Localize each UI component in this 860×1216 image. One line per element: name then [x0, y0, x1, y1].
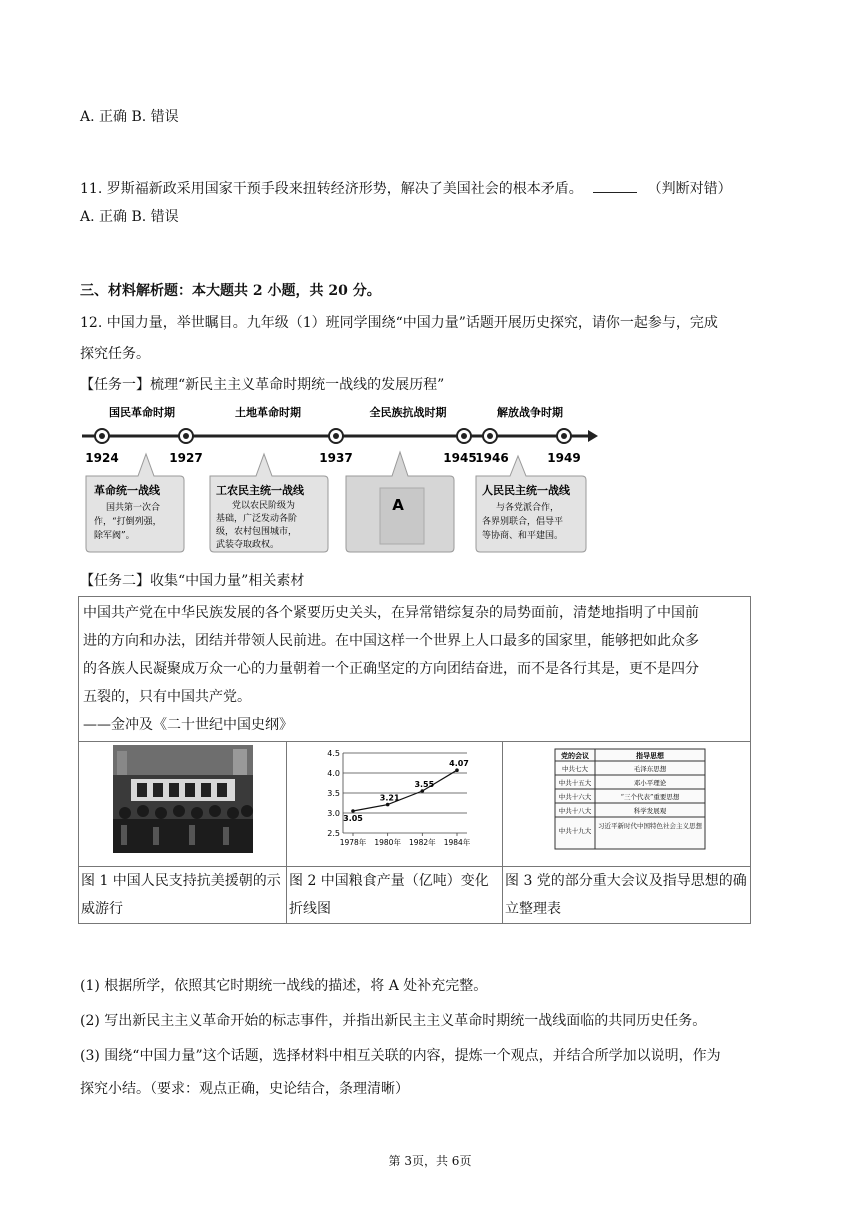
page-footer: 第 3页，共 6页: [388, 1154, 472, 1168]
q11-suffix: （判断对错）: [647, 181, 732, 197]
fig3-row1-thought: 毛泽东思想: [633, 765, 666, 773]
grain-data-point: [455, 768, 459, 772]
box1-line2: 作，“打倒列强，: [94, 517, 162, 527]
box1-line3: 除军阀”。: [94, 531, 135, 541]
q11-text: 11. 罗斯福新政采用国家干预手段来扭转经济形势，解决了美国社会的根本矛盾。: [80, 181, 583, 197]
fig3-row5-meeting: 中共十九大: [558, 827, 591, 835]
quote-source: ——金冲及《二十世纪中国史纲》: [83, 717, 293, 733]
grain-ytick-label: 3.0: [326, 809, 340, 818]
grain-data-point: [351, 809, 355, 813]
grain-data-label: 3.05: [342, 814, 363, 823]
fig3-header-thought: 指导思想: [635, 751, 664, 760]
quote-line-3: 的各族人民凝聚成万众一心的力量朝着一个正确坚定的方向团结奋进，而不是各行其是，更不是四分: [83, 661, 699, 677]
grain-data-label: 3.21: [379, 793, 400, 803]
front-box-4: [476, 456, 586, 552]
fig3-row4-thought: 科学发展观: [633, 807, 666, 815]
task2-heading: 【任务二】收集“中国力量”相关素材: [80, 573, 305, 589]
grain-data-point: [420, 789, 424, 793]
year-1945: 1945: [443, 451, 477, 465]
grain-ytick-label: 3.5: [326, 789, 340, 798]
box-a-label: A: [392, 496, 404, 514]
box2-title: 工农民主统一战线: [216, 484, 304, 497]
sub-question-1: (1) 根据所学，依照其它时期统一战线的描述，将 A 处补充完整。: [80, 978, 488, 994]
quote-line-2: 进的方向和办法，团结并带领人民前进。在中国这样一个世界上人口最多的国家里，能够把如此众多: [83, 633, 699, 649]
fig1-caption: 图 1 中国人民支持抗美援朝的示威游行: [79, 867, 287, 924]
box1-title: 革命统一战线: [94, 484, 160, 497]
grain-data-label: 3.55: [413, 780, 434, 789]
grain-xtick-label: 1980年: [373, 838, 401, 847]
quote-line-4: 五裂的，只有中国共产党。: [83, 689, 251, 705]
fig3-row3-meeting: 中共十六大: [558, 793, 591, 801]
fig3-header-meeting: 党的会议: [560, 751, 589, 760]
sub-question-2: (2) 写出新民主主义革命开始的标志事件，并指出新民主主义革命时期统一战线面临的共同历史任务。: [80, 1013, 707, 1029]
q12-intro-line2: 探究任务。: [80, 346, 150, 362]
fig2-grain-line-chart: [315, 745, 475, 853]
fig3-row5-thought-wrap: [597, 819, 703, 847]
fig3-row5-thought: 习近平新时代中国特色社会主义思想: [597, 822, 702, 830]
fig3-row1-meeting: 中共七大: [561, 765, 588, 773]
year-1927: 1927: [169, 451, 203, 465]
box4-line1: 与各党派合作，: [496, 503, 560, 513]
period-label-2: 土地革命时期: [235, 406, 301, 419]
fig3-row4-meeting: 中共十八大: [558, 807, 591, 815]
fig3-row2-meeting: 中共十五大: [558, 779, 591, 787]
fig3-cell: [503, 742, 751, 867]
grain-series-line: [353, 770, 457, 811]
fig3-caption: 图 3 党的部分重大会议及指导思想的确立整理表: [503, 867, 751, 924]
materials-table: [78, 596, 751, 924]
grain-xtick-label: 1984年: [443, 838, 470, 847]
box1-line1: 国共第一次合: [106, 503, 161, 513]
section3-title: 三、材料解析题：本大题共 2 小题，共 20 分。: [80, 283, 381, 299]
grain-data-point: [385, 803, 389, 807]
quote-line-1: 中国共产党在中华民族发展的各个紧要历史关头，在异常错综复杂的局势面前，清楚地指明了中国前: [83, 605, 699, 621]
grain-xtick-label: 1978年: [339, 838, 366, 847]
front-box-2: [210, 454, 328, 552]
box2-line2: 基础，广泛发动各阶: [216, 514, 298, 524]
q11-question: [80, 178, 732, 198]
fig1-protest-photo: [113, 745, 253, 853]
year-1937: 1937: [319, 451, 353, 465]
box4-line2: 各界别联合，倡导平: [482, 517, 564, 527]
fig2-cell: [287, 742, 503, 867]
fig3-row2-thought: 邓小平理论: [633, 779, 666, 787]
front-box-a: [346, 452, 454, 552]
grain-ytick-label: 4.5: [326, 749, 340, 758]
year-1924: 1924: [85, 451, 119, 465]
grain-data-label: 4.07: [448, 759, 469, 769]
q11-options: A. 正确 B. 错误: [80, 209, 179, 225]
period-label-4: 解放战争时期: [497, 406, 563, 419]
fig3-congress-table: [537, 745, 717, 853]
period-label-3: 全民族抗战时期: [369, 406, 447, 419]
front-box-1: [86, 454, 184, 552]
box2-line4: 武装夺取政权。: [216, 540, 280, 550]
grain-ytick-label: 2.5: [326, 829, 340, 838]
sub-question-3-line2: 探究小结。（要求：观点正确，史论结合，条理清晰）: [80, 1081, 409, 1097]
united-front-timeline: [80, 402, 600, 558]
timeline-arrow-icon: [588, 430, 598, 442]
grain-xtick-label: 1982年: [408, 838, 436, 847]
box4-line3: 等协商、和平建国。: [482, 531, 564, 541]
sub-question-3-line1: (3) 围绕“中国力量”这个话题，选择材料中相互关联的内容，提炼一个观点，并结合所学加以说明，作为: [80, 1048, 721, 1064]
fig1-cell: [79, 742, 287, 867]
period-label-1: 国民革命时期: [109, 406, 175, 419]
fig3-row3-thought: “三个代表”重要思想: [620, 793, 679, 801]
quote-cell: [79, 597, 751, 742]
year-1946: 1946: [475, 451, 509, 465]
task1-heading: 【任务一】梳理“新民主主义革命时期统一战线的发展历程”: [80, 377, 445, 393]
box2-line1: 党以农民阶级为: [232, 501, 296, 511]
q12-intro-line1: 12. 中国力量，举世瞩目。九年级（1）班同学围绕“中国力量”话题开展历史探究，请你一起参与，完成: [80, 315, 718, 331]
fig2-caption: 图 2 中国粮食产量（亿吨）变化折线图: [287, 867, 503, 924]
q11-answer-blank[interactable]: [593, 178, 637, 193]
year-1949: 1949: [547, 451, 581, 465]
box4-title: 人民民主统一战线: [482, 484, 570, 497]
box2-line3: 级，农村包围城市，: [216, 527, 298, 537]
grain-ytick-label: 4.0: [326, 769, 340, 778]
q10-options: A. 正确 B. 错误: [80, 109, 179, 125]
